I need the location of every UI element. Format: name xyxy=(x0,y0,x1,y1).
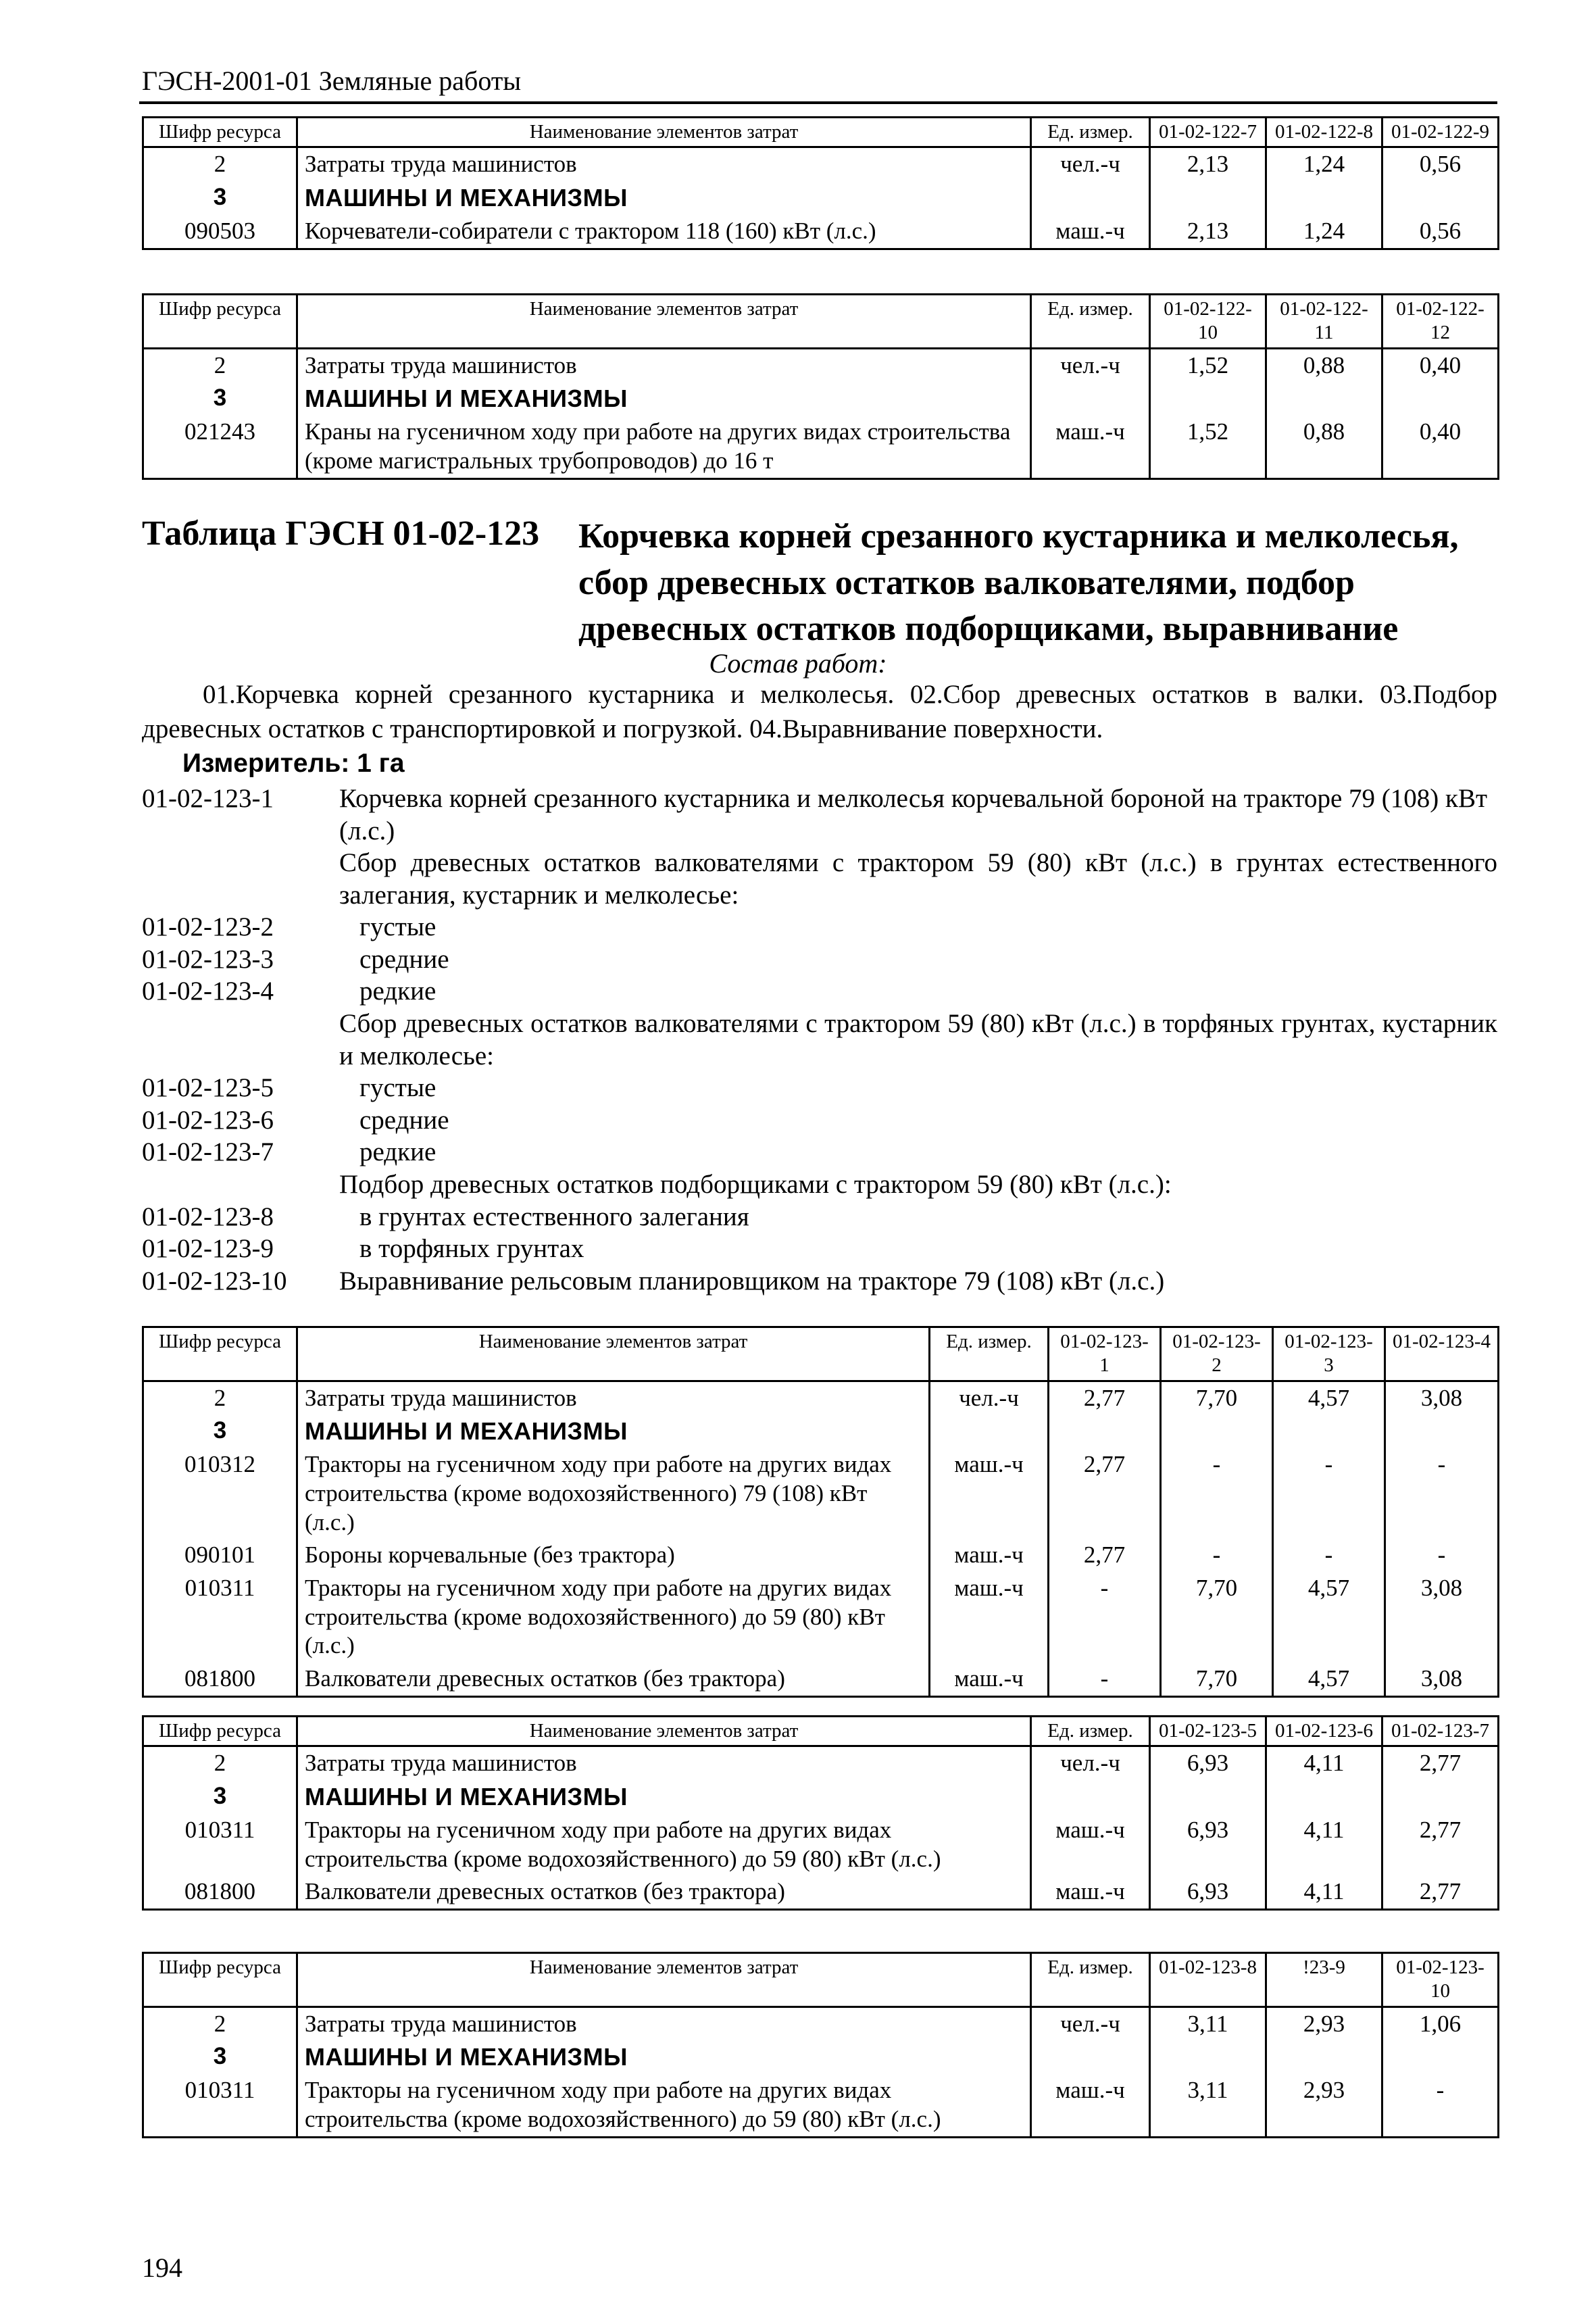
norm-description: Выравнивание рельсовым планировщиком на тракторе 79 (108) кВт (л.с.) xyxy=(339,1266,1165,1296)
table-row xyxy=(143,215,1499,249)
norm-value: 2,77 xyxy=(1382,1814,1499,1875)
unit-of-measure xyxy=(1031,181,1150,215)
column-header-norm: 01-02-123-10 xyxy=(1382,1953,1499,2007)
norm-code: 01-02-123-9 xyxy=(142,1234,274,1264)
norm-value xyxy=(1161,1414,1273,1448)
unit-of-measure: маш.-ч xyxy=(930,1572,1049,1663)
norm-item xyxy=(142,1168,1497,1201)
column-header-unit: Ед. измер. xyxy=(1031,118,1150,147)
norm-value: 1,52 xyxy=(1150,348,1266,382)
unit-of-measure: маш.-ч xyxy=(1031,215,1150,249)
norm-value: 0,40 xyxy=(1382,416,1499,478)
norm-value: 1,06 xyxy=(1382,2007,1499,2040)
norm-value: 4,57 xyxy=(1273,1381,1385,1414)
norm-description: в грунтах естественного залегания xyxy=(359,1202,749,1231)
norm-code: 01-02-123-7 xyxy=(142,1137,274,1167)
norm-value: 6,93 xyxy=(1150,1814,1266,1875)
norm-code: 01-02-123-1 xyxy=(142,784,274,813)
unit-of-measure: маш.-ч xyxy=(1031,1875,1150,1909)
table-row xyxy=(143,147,1499,181)
unit-of-measure: чел.-ч xyxy=(1031,1746,1150,1780)
unit-of-measure xyxy=(1031,1780,1150,1814)
resource-code: 021243 xyxy=(143,416,297,478)
table-row xyxy=(143,416,1499,478)
cost-element-name: Тракторы на гусеничном ходу при работе на других видах строительства (кроме водохозяйственного) 79 (108) кВт (л.с.) xyxy=(297,1448,930,1539)
unit-of-measure: маш.-ч xyxy=(930,1663,1049,1696)
table-row xyxy=(143,348,1499,382)
norm-value: 1,24 xyxy=(1266,215,1382,249)
norm-value: 3,11 xyxy=(1150,2007,1266,2040)
resource-table xyxy=(142,1715,1499,1911)
norm-description: Корчевка корней срезанного кустарника и мелколесья корчевальной бороной на тракторе 79 (108) кВт (л.с.) xyxy=(339,784,1488,845)
norm-value: 2,77 xyxy=(1382,1875,1499,1909)
norm-value: 0,56 xyxy=(1382,147,1499,181)
cost-element-name: МАШИНЫ И МЕХАНИЗМЫ xyxy=(297,1414,930,1448)
norm-value: - xyxy=(1049,1663,1161,1696)
cost-element-name: Затраты труда машинистов xyxy=(297,2007,1031,2040)
cost-element-name: Затраты труда машинистов xyxy=(297,348,1031,382)
norm-item xyxy=(142,1072,1497,1104)
norm-description: Сбор древесных остатков валкователями с трактором 59 (80) кВт (л.с.) в грунтах естественного залегания, кустарник и мелколесье: xyxy=(339,848,1497,910)
cost-element-name: Валкователи древесных остатков (без трактора) xyxy=(297,1875,1031,1909)
norm-value: 2,93 xyxy=(1266,2007,1382,2040)
resource-code: 3 xyxy=(143,1780,297,1814)
column-header-unit: Ед. измер. xyxy=(1031,1953,1150,2007)
norm-code: 01-02-123-8 xyxy=(142,1202,274,1231)
norm-value: 2,77 xyxy=(1049,1448,1161,1539)
column-header-name: Наименование элементов затрат xyxy=(297,1327,930,1381)
unit-of-measure: маш.-ч xyxy=(1031,2074,1150,2137)
resource-code: 2 xyxy=(143,1381,297,1414)
norm-item xyxy=(142,1265,1497,1298)
cost-element-name: МАШИНЫ И МЕХАНИЗМЫ xyxy=(297,1780,1031,1814)
column-header-name: Наименование элементов затрат xyxy=(297,1953,1031,2007)
column-header-norm: 01-02-122-10 xyxy=(1150,295,1266,349)
norm-code: 01-02-123-2 xyxy=(142,912,274,942)
resource-code: 010311 xyxy=(143,2074,297,2137)
norm-value xyxy=(1266,2040,1382,2074)
resource-code: 3 xyxy=(143,181,297,215)
norm-value xyxy=(1382,2040,1499,2074)
table-row xyxy=(143,181,1499,215)
norm-description: Подбор древесных остатков подборщиками с трактором 59 (80) кВт (л.с.): xyxy=(339,1169,1172,1199)
unit-of-measure xyxy=(930,1414,1049,1448)
cost-element-name: МАШИНЫ И МЕХАНИЗМЫ xyxy=(297,2040,1031,2074)
norm-item xyxy=(142,1233,1497,1265)
column-header-norm: 01-02-122-7 xyxy=(1150,118,1266,147)
norm-value: 2,77 xyxy=(1049,1539,1161,1572)
column-header-norm: 01-02-123-1 xyxy=(1049,1327,1161,1381)
norm-value: 4,11 xyxy=(1266,1875,1382,1909)
norm-value: 7,70 xyxy=(1161,1381,1273,1414)
measure-unit: Измеритель: 1 га xyxy=(182,749,405,778)
resource-code: 090503 xyxy=(143,215,297,249)
column-header-norm: 01-02-123-8 xyxy=(1150,1953,1266,2007)
unit-of-measure xyxy=(1031,382,1150,416)
unit-of-measure: маш.-ч xyxy=(1031,1814,1150,1875)
norm-value: - xyxy=(1161,1539,1273,1572)
cost-element-name: Тракторы на гусеничном ходу при работе на других видах строительства (кроме водохозяйственного) до 59 (80) кВт (л.с.) xyxy=(297,2074,1031,2137)
column-header-code: Шифр ресурса xyxy=(143,1953,297,2007)
cost-element-name: Затраты труда машинистов xyxy=(297,1381,930,1414)
column-header-norm: 01-02-122-8 xyxy=(1266,118,1382,147)
table-row xyxy=(143,1572,1499,1663)
resource-code: 2 xyxy=(143,1746,297,1780)
unit-of-measure: маш.-ч xyxy=(930,1539,1049,1572)
norm-value xyxy=(1273,1414,1385,1448)
table-row xyxy=(143,2007,1499,2040)
resource-code: 2 xyxy=(143,2007,297,2040)
norm-value xyxy=(1266,382,1382,416)
section-table-id: Таблица ГЭСН 01-02-123 xyxy=(142,514,540,553)
norm-value: - xyxy=(1382,2074,1499,2137)
resource-code: 010311 xyxy=(143,1814,297,1875)
norm-code: 01-02-123-6 xyxy=(142,1105,274,1135)
resource-code: 3 xyxy=(143,382,297,416)
resource-code: 081800 xyxy=(143,1875,297,1909)
column-header-norm: 01-02-123-7 xyxy=(1382,1717,1499,1746)
norm-value: 0,88 xyxy=(1266,348,1382,382)
norm-value: - xyxy=(1385,1448,1499,1539)
norm-value xyxy=(1385,1414,1499,1448)
resource-code: 3 xyxy=(143,2040,297,2074)
section-title: Корчевка корней срезанного кустарника и мелколесья, сбор древесных остатков валкователями, подбор древесных остатков подборщиками, выравнивание xyxy=(578,517,1459,649)
norm-value: - xyxy=(1161,1448,1273,1539)
norm-value: 7,70 xyxy=(1161,1572,1273,1663)
norm-item xyxy=(142,943,1497,976)
resource-table xyxy=(142,1952,1499,2138)
norm-item xyxy=(142,1104,1497,1137)
resource-code: 090101 xyxy=(143,1539,297,1572)
norm-value: 4,11 xyxy=(1266,1746,1382,1780)
norm-value xyxy=(1049,1414,1161,1448)
cost-element-name: Затраты труда машинистов xyxy=(297,1746,1031,1780)
column-header-code: Шифр ресурса xyxy=(143,295,297,349)
work-composition-label: Состав работ: xyxy=(709,648,887,679)
norm-value xyxy=(1150,1780,1266,1814)
norm-code: 01-02-123-3 xyxy=(142,944,274,974)
cost-element-name: Тракторы на гусеничном ходу при работе на других видах строительства (кроме водохозяйственного) до 59 (80) кВт (л.с.) xyxy=(297,1572,930,1663)
unit-of-measure: чел.-ч xyxy=(1031,2007,1150,2040)
norm-value: 1,52 xyxy=(1150,416,1266,478)
norm-value: 3,08 xyxy=(1385,1572,1499,1663)
norm-item xyxy=(142,1136,1497,1168)
table-row xyxy=(143,1381,1499,1414)
norm-value: - xyxy=(1273,1539,1385,1572)
norm-value: 2,13 xyxy=(1150,147,1266,181)
column-header-norm: 01-02-123-4 xyxy=(1385,1327,1499,1381)
table-row xyxy=(143,1875,1499,1909)
cost-element-name: Валкователи древесных остатков (без трактора) xyxy=(297,1663,930,1696)
norm-value: - xyxy=(1385,1539,1499,1572)
norm-value: 2,77 xyxy=(1382,1746,1499,1780)
cost-element-name: Краны на гусеничном ходу при работе на других видах строительства (кроме магистральных трубопроводов) до 16 т xyxy=(297,416,1031,478)
norm-description: густые xyxy=(359,1073,437,1103)
column-header-norm: 01-02-122-11 xyxy=(1266,295,1382,349)
page-number: 194 xyxy=(142,2253,182,2283)
norm-value: 2,93 xyxy=(1266,2074,1382,2137)
unit-of-measure xyxy=(1031,2040,1150,2074)
norm-value: 0,40 xyxy=(1382,348,1499,382)
norm-value xyxy=(1266,1780,1382,1814)
resource-code: 081800 xyxy=(143,1663,297,1696)
norm-description: средние xyxy=(359,944,449,974)
norm-value xyxy=(1382,181,1499,215)
norm-value: 7,70 xyxy=(1161,1663,1273,1696)
norm-value: 2,13 xyxy=(1150,215,1266,249)
resource-code: 3 xyxy=(143,1414,297,1448)
cost-element-name: Тракторы на гусеничном ходу при работе на других видах строительства (кроме водохозяйственного) до 59 (80) кВт (л.с.) xyxy=(297,1814,1031,1875)
resource-table xyxy=(142,293,1499,480)
cost-element-name: Затраты труда машинистов xyxy=(297,147,1031,181)
column-header-code: Шифр ресурса xyxy=(143,1327,297,1381)
norm-item xyxy=(142,1201,1497,1233)
column-header-norm: 01-02-123-6 xyxy=(1266,1717,1382,1746)
norm-description: в торфяных грунтах xyxy=(359,1234,584,1264)
norm-value: 3,08 xyxy=(1385,1663,1499,1696)
table-row xyxy=(143,1539,1499,1572)
column-header-unit: Ед. измер. xyxy=(1031,295,1150,349)
norm-code: 01-02-123-5 xyxy=(142,1073,274,1103)
resource-code: 010311 xyxy=(143,1572,297,1663)
norm-value: 4,57 xyxy=(1273,1572,1385,1663)
norm-value xyxy=(1382,382,1499,416)
norm-value xyxy=(1382,1780,1499,1814)
resource-code: 2 xyxy=(143,147,297,181)
resource-code: 2 xyxy=(143,348,297,382)
unit-of-measure: чел.-ч xyxy=(1031,147,1150,181)
unit-of-measure: чел.-ч xyxy=(930,1381,1049,1414)
norm-value: 6,93 xyxy=(1150,1875,1266,1909)
norm-item xyxy=(142,911,1497,943)
norm-value xyxy=(1150,181,1266,215)
table-row xyxy=(143,1814,1499,1875)
norm-code: 01-02-123-4 xyxy=(142,977,274,1006)
norm-value: 3,11 xyxy=(1150,2074,1266,2137)
norm-description: средние xyxy=(359,1105,449,1135)
column-header-norm: 01-02-123-2 xyxy=(1161,1327,1273,1381)
norm-value: 4,57 xyxy=(1273,1663,1385,1696)
norm-item xyxy=(142,1008,1497,1072)
work-composition-text: 01.Корчевка корней срезанного кустарника и мелколесья. 02.Сбор древесных остатков в валки. 03.Подбор древесных остатков с транспортировкой и погрузкой. 04.Выравнивание поверхности. xyxy=(142,680,1497,744)
resource-table xyxy=(142,1326,1499,1698)
cost-element-name: Бороны корчевальные (без трактора) xyxy=(297,1539,930,1572)
resource-code: 010312 xyxy=(143,1448,297,1539)
table-row xyxy=(143,2040,1499,2074)
norm-item xyxy=(142,783,1497,847)
table-row xyxy=(143,1663,1499,1696)
norm-description: Сбор древесных остатков валкователями с трактором 59 (80) кВт (л.с.) в торфяных грунтах, кустарник и мелколесье: xyxy=(339,1009,1497,1070)
norm-item xyxy=(142,847,1497,911)
column-header-norm: 01-02-122-12 xyxy=(1382,295,1499,349)
column-header-norm: !23-9 xyxy=(1266,1953,1382,2007)
norm-value xyxy=(1266,181,1382,215)
table-row xyxy=(143,1780,1499,1814)
column-header-norm: 01-02-122-9 xyxy=(1382,118,1499,147)
unit-of-measure: маш.-ч xyxy=(930,1448,1049,1539)
cost-element-name: МАШИНЫ И МЕХАНИЗМЫ xyxy=(297,181,1031,215)
norm-list xyxy=(142,783,1497,1297)
norm-value: 1,24 xyxy=(1266,147,1382,181)
norm-description: редкие xyxy=(359,977,437,1006)
table-row xyxy=(143,1414,1499,1448)
norm-value: - xyxy=(1273,1448,1385,1539)
cost-element-name: Корчеватели-собиратели с трактором 118 (160) кВт (л.с.) xyxy=(297,215,1031,249)
column-header-name: Наименование элементов затрат xyxy=(297,1717,1031,1746)
resource-table xyxy=(142,116,1499,250)
norm-value: - xyxy=(1049,1572,1161,1663)
column-header-norm: 01-02-123-3 xyxy=(1273,1327,1385,1381)
table-row xyxy=(143,382,1499,416)
norm-value: 2,77 xyxy=(1049,1381,1161,1414)
norm-value: 4,11 xyxy=(1266,1814,1382,1875)
column-header-code: Шифр ресурса xyxy=(143,118,297,147)
column-header-norm: 01-02-123-5 xyxy=(1150,1717,1266,1746)
table-row xyxy=(143,1746,1499,1780)
column-header-name: Наименование элементов затрат xyxy=(297,118,1031,147)
table-row xyxy=(143,1448,1499,1539)
column-header-code: Шифр ресурса xyxy=(143,1717,297,1746)
cost-element-name: МАШИНЫ И МЕХАНИЗМЫ xyxy=(297,382,1031,416)
norm-value xyxy=(1150,382,1266,416)
table-row xyxy=(143,2074,1499,2137)
unit-of-measure: чел.-ч xyxy=(1031,348,1150,382)
unit-of-measure: маш.-ч xyxy=(1031,416,1150,478)
column-header-unit: Ед. измер. xyxy=(930,1327,1049,1381)
norm-value: 0,88 xyxy=(1266,416,1382,478)
norm-value: 3,08 xyxy=(1385,1381,1499,1414)
norm-value: 6,93 xyxy=(1150,1746,1266,1780)
norm-description: редкие xyxy=(359,1137,437,1167)
norm-description: густые xyxy=(359,912,437,942)
norm-value: 0,56 xyxy=(1382,215,1499,249)
norm-item xyxy=(142,975,1497,1008)
norm-code: 01-02-123-10 xyxy=(142,1266,287,1296)
running-header: ГЭСН-2001-01 Земляные работы xyxy=(142,66,522,96)
norm-value xyxy=(1150,2040,1266,2074)
column-header-name: Наименование элементов затрат xyxy=(297,295,1031,349)
column-header-unit: Ед. измер. xyxy=(1031,1717,1150,1746)
header-rule xyxy=(139,101,1497,104)
